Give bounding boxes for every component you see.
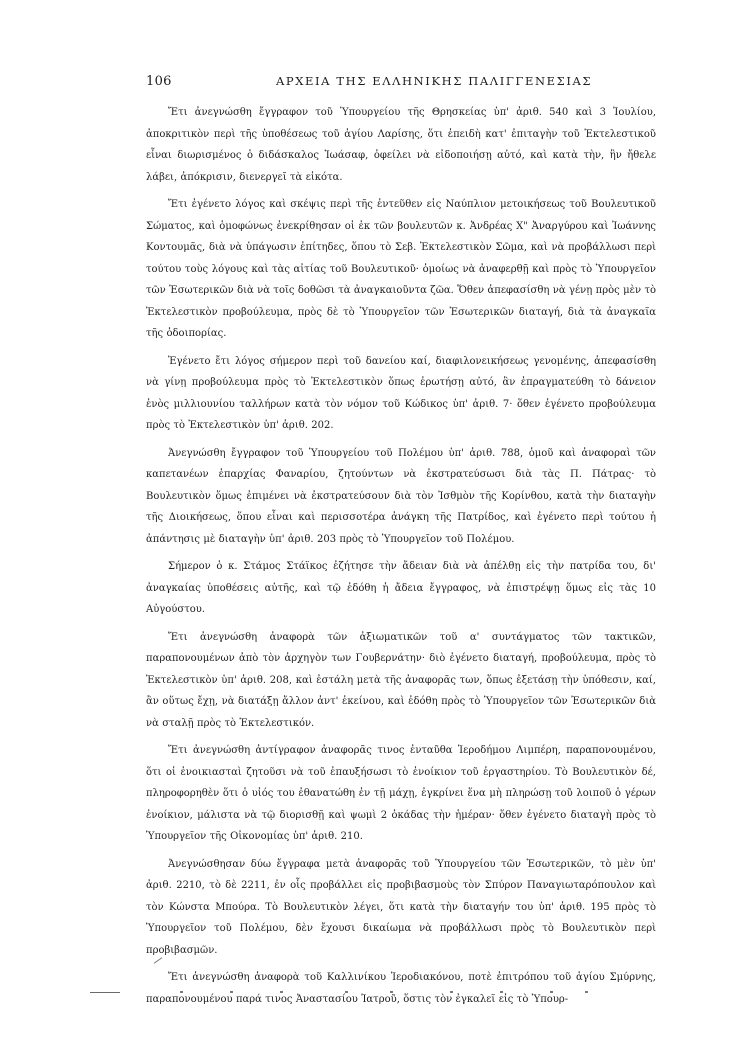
scan-edge-dot [500, 991, 503, 993]
scan-edge-dot [345, 991, 348, 993]
paragraph: Ἔτι ἀνεγνώσθη ἀναφορὰ τοῦ Καλλινίκου Ἱεροδιακόνου, ποτὲ ἐπιτρόπου τοῦ ἁγίου Σμύρνης, παραπονουμένου παρά τινος Ἀναστασίου Ἰατροῦ, ὅστις τὸν ἐγκαλεῖ εἰς τὸ Ὑπουρ- [146, 972, 656, 1005]
scan-edge-dot [180, 991, 183, 993]
scan-edge-dot [390, 991, 393, 993]
page-number: 106 [146, 74, 172, 89]
scan-edge-dot [280, 991, 283, 993]
scan-edge-dot [550, 991, 553, 993]
paragraph: Ἔτι ἐγένετο λόγος καὶ σκέψις περὶ τῆς ἐντεῦθεν εἰς Ναύπλιον μετοικήσεως τοῦ Βουλευτικοῦ Σώματος, καὶ ὁμοφώνως ἐνεκρίθησαν οἱ ἐκ τῶν βουλευτῶν κ. Ἀνδρέας Χ" Ἀναργύρου καὶ Ἰωάννης Κοντουμᾶς, διὰ νὰ ὑπάγωσιν ἐπίτηδες, ὅπου τὸ Σεβ. Ἐκτελεστικὸν Σῶμα, καὶ νὰ προβάλλωσι περὶ τούτου τοὺς λόγους καὶ τὰς αἰτίας τοῦ Βουλευτικοῦ· ὁμοίως νὰ ἀναφερθῇ καὶ πρὸς τὸ Ὑπουργεῖον τῶν Ἐσωτερικῶν διὰ νὰ τοῖς δοθῶσι τὰ ἀναγκαιοῦντα ζῶα. Ὅθεν ἀπεφασίσθη νὰ γένῃ πρὸς μὲν τὸ Ἐκτελεστικὸν προβούλευμα, πρὸς δὲ τὸ Ὑπουργεῖον τῶν Ἐσωτερικῶν διαταγή, διὰ τὰ ἀναγκαῖα τῆς ὁδοιπορίας. [146, 199, 656, 339]
scan-edge-dot [585, 991, 588, 993]
scan-edge-line [90, 992, 120, 993]
body-text [146, 102, 656, 1016]
paragraph: Ἔτι ἀνεγνώσθη ἀντίγραφον ἀναφορᾶς τινος ἐνταῦθα Ἱεροδήμου Λιμπέρη, παραπονουμένου, ὅτι οἱ ἐνοικιασταὶ ζητοῦσι νὰ τοῦ ἐπαυξήσωσι τὸ ἐνοίκιον τοῦ ἐργαστηρίου. Τὸ Βουλευτικὸν δέ, πληροφορηθὲν ὅτι ὁ υἱός του ἐθανατώθη ἐν τῇ μάχῃ, ἐγκρίνει ἕνα μὴ πληρώσῃ τοῦ λοιποῦ ὁ γέρων ἐνοίκιον, μάλιστα νὰ τῷ διορισθῇ καὶ ψωμὶ 2 ὀκάδας τὴν ἡμέραν· ὅθεν ἐγένετο διαταγὴ πρὸς τὸ Ὑπουργεῖον τῆς Οἰκονομίας ὑπ' ἀριθ. 210. [146, 745, 656, 842]
paragraph: Ἔτι ἀνεγνώσθη ἔγγραφον τοῦ Ὑπουργείου τῆς Θρησκείας ὑπ' ἀριθ. 540 καὶ 3 Ἰουλίου, ἀποκριτικὸν περὶ τῆς ὑποθέσεως τοῦ ἁγίου Λαρίσης, ὅτι ἐπειδὴ κατ' ἐπιταγὴν τοῦ Ἐκτελεστικοῦ εἶναι διωρισμένος ὁ διδάσκαλος Ἰωάσαφ, ὀφείλει νὰ εἰδοποιήσῃ αὐτό, καὶ κατὰ τὴν, ἣν ἤθελε λάβει, ἀπόκρισιν, διενεργεῖ τὰ εἰκότα. [146, 107, 656, 183]
paragraph: Σήμερον ὁ κ. Στάμος Στάϊκος ἐζήτησε τὴν ἄδειαν διὰ νὰ ἀπέλθῃ εἰς τὴν πατρίδα του, δι' ἀναγκαίας ὑποθέσεις αὐτῆς, καὶ τῷ ἐδόθη ἡ ἄδεια ἔγγραφος, νὰ ἐπιστρέψῃ ὅμως εἰς τὰς 10 Αὐγούστου. [146, 561, 656, 615]
journal-title: ΑΡΧΕΙΑ ΤΗΣ ΕΛΛΗΝΙΚΗΣ ΠΑΛΙΓΓΕΝΕΣΙΑΣ [276, 74, 593, 88]
running-header [146, 74, 646, 92]
paragraph: Ἀνεγνώσθη ἔγγραφον τοῦ Ὑπουργείου τοῦ Πολέμου ὑπ' ἀριθ. 788, ὁμοῦ καὶ ἀναφοραὶ τῶν καπετανέων ἐπαρχίας Φαναρίου, ζητούντων νὰ ἐκστρατεύσωσι διὰ τὰς Π. Πάτρας· τὸ Βουλευτικὸν ὅμως ἐπιμένει νὰ ἐκστρατεύσουν διὰ τὸν Ἰσθμὸν τῆς Κορίνθου, κατὰ τὴν διαταγὴν τῆς Διοικήσεως, ὅπου εἶναι καὶ περισσοτέρα ἀνάγκη τῆς Πατρίδος, καὶ ἐγένετο περὶ τούτου ἡ ἀπάντησις μὲ διαταγὴν ὑπ' ἀριθ. 203 πρὸς τὸ Ὑπουργεῖον τοῦ Πολέμου. [146, 447, 656, 545]
scan-edge-marks [80, 986, 600, 1006]
scan-edge-dot [230, 991, 233, 993]
scan-edge-dot [450, 991, 453, 993]
paragraph: Ἀνεγνώσθησαν δύω ἔγγραφα μετὰ ἀναφορᾶς τοῦ Ὑπουργείου τῶν Ἐσωτερικῶν, τὸ μὲν ὑπ' ἀριθ. 2210, τὸ δὲ 2211, ἐν οἷς προβάλλει εἰς προβιβασμοὺς τὸν Σπύρον Παναγιωταρόπουλον καὶ τὸν Κώνστα Μπούρα. Τὸ Βουλευτικὸν λέγει, ὅτι κατὰ τὴν διαταγήν του ὑπ' ἀριθ. 195 πρὸς τὸ Ὑπουργεῖον τοῦ Πολέμου, δὲν ἔχουσι δικαίωμα νὰ προβάλλωσι πρὸς τὸ Βουλευτικὸν περὶ προβιβασμῶν. [146, 858, 656, 956]
paragraph: Ἐγένετο ἔτι λόγος σήμερον περὶ τοῦ δανείου καί, διαφιλονεικήσεως γενομένης, ἀπεφασίσθη νὰ γίνῃ προβούλευμα πρὸς τὸ Ἐκτελεστικὸν ὅπως ἐρωτήσῃ αὐτό, ἂν ἐπραγματεύθη τὸ δάνειον ἑνὸς μιλλιουνίου ταλλήρων κατὰ τὸν νόμον τοῦ Κώδικος ὑπ' ἀριθ. 7· ὅθεν ἐγένετο προβούλευμα πρὸς τὸ Ἐκτελεστικὸν ὑπ' ἀριθ. 202. [146, 355, 656, 431]
paragraph: Ἔτι ἀνεγνώσθη ἀναφορὰ τῶν ἀξιωματικῶν τοῦ α' συντάγματος τῶν τακτικῶν, παραπονουμένων ἀπὸ τὸν ἀρχηγὸν των Γουβερνάτην· διὸ ἐγένετο διαταγή, προβούλευμα, πρὸς τὸ Ἐκτελεστικὸν ὑπ' ἀριθ. 208, καὶ ἐστάλη μετὰ τῆς ἀναφορᾶς των, ὅπως ἐξετάσῃ τὴν ὑπόθεσιν, καί, ἂν οὕτως ἔχῃ, νὰ διατάξῃ ἄλλον ἀντ' ἐκείνου, καὶ ἐδόθη πρὸς τὸ Ὑπουργεῖον τῶν Ἐσωτερικῶν διὰ νὰ σταλῇ πρὸς τὸ Ἐκτελεστικόν. [146, 631, 656, 729]
